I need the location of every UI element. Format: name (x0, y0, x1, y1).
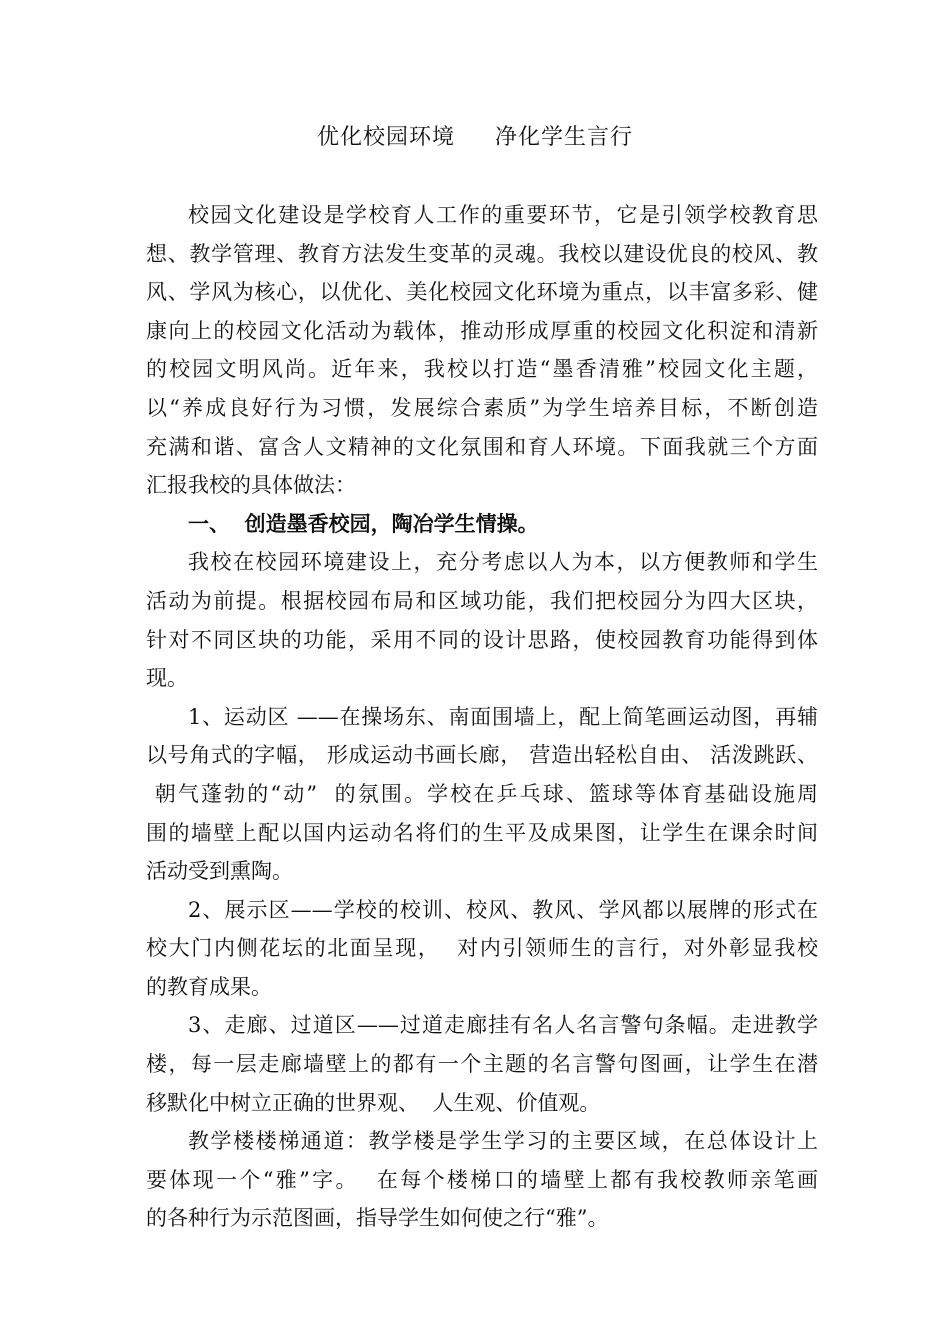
paragraph-line: 的校园文明风尚。近年来，我校以打造“墨香清雅”校园文化主题， (146, 357, 818, 382)
paragraph-line: 想、教学管理、教育方法发生变革的灵魂。我校以建设优良的校风、教 (146, 241, 818, 266)
paragraph-line: 充满和谐、富含人文精神的文化氛围和育人环境。下面我就三个方面 (146, 434, 818, 459)
paragraph-line: 3、走廊、过道区——过道走廊挂有名人名言警句条幅。走进教学 (188, 1013, 818, 1038)
paragraph-line: 康向上的校园文化活动为载体，推动形成厚重的校园文化积淀和清新 (146, 318, 818, 343)
paragraph-line: 要体现一个“雅”字。 在每个楼梯口的墙壁上都有我校教师亲笔画 (146, 1167, 818, 1192)
paragraph-line: 的教育成果。 (146, 974, 272, 999)
paragraph-line: 2、展示区——学校的校训、校风、教风、学风都以展牌的形式在 (188, 897, 818, 922)
paragraph-line: 活动为前提。根据校园布局和区域功能，我们把校园分为四大区块， (146, 588, 818, 613)
paragraph-line: 以“养成良好行为习惯，发展综合素质”为学生培养目标，不断创造 (146, 395, 818, 420)
paragraph-line: 校大门内侧花坛的北面呈现， 对内引领师生的言行，对外彰显我校 (146, 936, 818, 961)
paragraph-line: 校园文化建设是学校育人工作的重要环节，它是引领学校教育思 (188, 203, 818, 227)
paragraph-line: 我校在校园环境建设上，充分考虑以人为本，以方便教师和学生 (188, 550, 818, 575)
paragraph-line: 的各种行为示范图画，指导学生如何使之行“雅”。 (146, 1206, 609, 1231)
paragraph-line: 教学楼楼梯通道：教学楼是学生学习的主要区域，在总体设计上 (188, 1129, 818, 1154)
paragraph-line: 以号角式的字幅， 形成运动书画长廊， 营造出轻松自由、 活泼跳跃、 (146, 743, 818, 768)
document-title: 优化校园环境 净化学生言行 (317, 125, 633, 150)
paragraph-line: 汇报我校的具体做法： (146, 473, 356, 498)
paragraph-line: 针对不同区块的功能，采用不同的设计思路，使校园教育功能得到体 (146, 627, 818, 652)
paragraph-line: 现。 (146, 666, 188, 691)
paragraph-line: 朝气蓬勃的“动” 的氛围。学校在乒乓球、篮球等体育基础设施周 (146, 781, 818, 806)
paragraph-line: 移默化中树立正确的世界观、 人生观、价值观。 (146, 1090, 601, 1115)
paragraph-line: 楼，每一层走廊墙壁上的都有一个主题的名言警句图画，让学生在潜 (146, 1052, 818, 1077)
paragraph-line: 1、运动区 ——在操场东、南面围墙上，配上简笔画运动图，再辅 (188, 704, 818, 729)
paragraph-line: 活动受到熏陶。 (146, 859, 293, 884)
section-heading: 一、 创造墨香校园，陶冶学生情操。 (188, 510, 539, 536)
document-body (146, 196, 818, 1238)
paragraph-line: 风、学风为核心，以优化、美化校园文化环境为重点，以丰富多彩、健 (146, 280, 818, 305)
paragraph-line: 围的墙壁上配以国内运动名将们的生平及成果图，让学生在课余时间 (146, 820, 818, 845)
